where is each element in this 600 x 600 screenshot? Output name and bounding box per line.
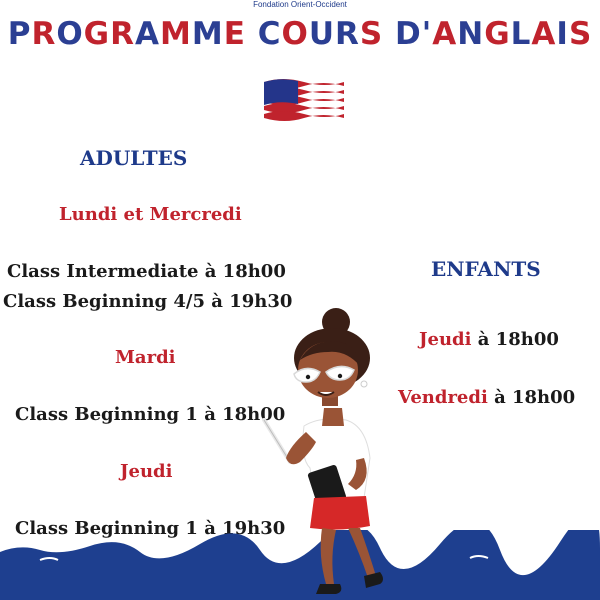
title-letter: A [135, 16, 160, 52]
title-letter: O [281, 16, 309, 52]
title-letter: L [510, 16, 532, 52]
teacher-illustration [260, 308, 390, 600]
title-letter: R [110, 16, 135, 52]
title-letter: S [568, 16, 593, 52]
title-letter: P [7, 16, 32, 52]
adults-day-tuesday: Mardi [115, 347, 176, 368]
title-letter: G [484, 16, 511, 52]
title-letter: ' [421, 16, 433, 52]
title-letter: D [395, 16, 422, 52]
us-flag-icon [262, 76, 346, 128]
title-letter: C [257, 16, 282, 52]
kids-friday-time: à 18h00 [487, 387, 576, 408]
title-letter: A [531, 16, 557, 52]
title-letter: G [83, 16, 111, 52]
title-letter: I [556, 16, 569, 52]
title-letter: S [359, 16, 384, 52]
title-letter: R [31, 16, 57, 52]
class-beginning-1-thursday: Class Beginning 1 à 19h30 [15, 518, 286, 539]
organization-name: Fondation Orient-Occident [253, 0, 347, 9]
title-letter: A [432, 16, 458, 52]
title-letter: R [335, 16, 360, 52]
kids-thursday-time: à 18h00 [471, 329, 559, 350]
title-letter [383, 16, 395, 52]
adults-heading: ADULTES [80, 146, 188, 170]
adults-day-monday-wednesday: Lundi et Mercredi [59, 204, 242, 225]
title-letter: M [191, 16, 224, 52]
title-letter: N [457, 16, 485, 52]
class-beginning-4-5: Class Beginning 4/5 à 19h30 [3, 291, 293, 312]
page-title [0, 14, 600, 54]
title-letter: E [223, 16, 246, 52]
class-intermediate: Class Intermediate à 18h00 [7, 261, 286, 282]
title-letter: U [308, 16, 336, 52]
adults-day-thursday: Jeudi [120, 461, 173, 482]
kids-thursday-session [419, 329, 559, 350]
class-beginning-1-tuesday: Class Beginning 1 à 18h00 [15, 404, 286, 425]
kids-friday-session [398, 387, 575, 408]
kids-day-thursday: Jeudi [419, 329, 472, 350]
title-letter [246, 16, 258, 52]
title-letter: O [56, 16, 84, 52]
title-letter: M [160, 16, 192, 52]
kids-heading: ENFANTS [431, 257, 541, 281]
kids-day-friday: Vendredi [398, 387, 488, 408]
